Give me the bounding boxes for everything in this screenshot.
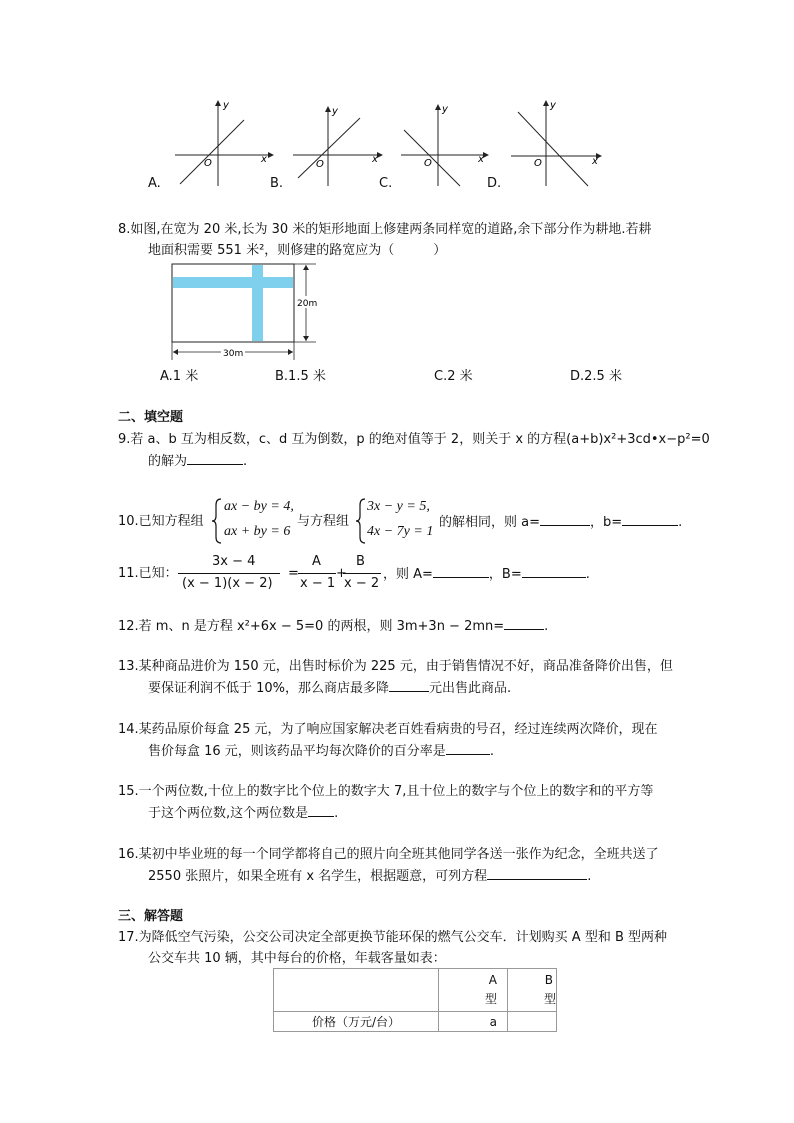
col-b-header-1: B xyxy=(544,973,553,987)
function-line xyxy=(298,118,360,178)
q13-answer-blank[interactable] xyxy=(389,679,429,692)
table-corner-cell xyxy=(274,969,439,1012)
graph-b xyxy=(290,100,385,188)
q10-a-blank[interactable] xyxy=(540,513,590,526)
q10-suffix: 的解相同，则 a= xyxy=(439,515,540,530)
q13-line2 xyxy=(148,679,511,698)
q14-end: . xyxy=(489,744,494,759)
q13-line1: 13.某种商品进价为 150 元，出售时标价为 225 元，由于销售情况不好，商品准备降价出售，但 xyxy=(118,659,673,674)
q8-line1: 8.如图,在宽为 20 米,长为 30 米的矩形地面上修建两条同样宽的道路,余下部分作为耕地.若耕 xyxy=(118,222,652,237)
q16-line2-text: 2550 张照片，如果全班有 x 名学生，根据题意，可列方程 xyxy=(148,869,488,884)
q11-prefix: 11.已知： xyxy=(118,566,178,581)
row-label-price: 价格（万元/台） xyxy=(274,1012,439,1032)
y-label: y xyxy=(332,106,338,117)
q10-sys2-eq2: 4x − 7y = 1 xyxy=(367,524,434,539)
origin-label: O xyxy=(204,158,212,169)
col-b-header-2: 型 xyxy=(543,992,556,1006)
q12-answer-blank[interactable] xyxy=(504,617,544,630)
q11-frac1-den: (x − 1)(x − 2) xyxy=(182,576,273,591)
q11-end: . xyxy=(585,567,590,582)
function-line xyxy=(404,130,460,186)
arrow-up xyxy=(303,265,309,270)
cell-price-a: a xyxy=(439,1012,508,1032)
y-axis-arrow xyxy=(325,106,331,112)
field-rectangle xyxy=(172,264,294,342)
q12-end: . xyxy=(544,619,549,634)
q10-b-label: ，b= xyxy=(590,515,623,530)
q11-suffix-line xyxy=(383,565,590,584)
function-line xyxy=(180,120,244,184)
q11-b-blank[interactable] xyxy=(522,565,586,578)
q8-field-figure xyxy=(166,262,326,364)
q11-frac2-den: x − 1 xyxy=(300,576,336,591)
col-a-header xyxy=(439,969,508,1012)
origin-label: O xyxy=(316,159,324,170)
q9-line2: 的解为 . xyxy=(148,454,248,469)
y-label: y xyxy=(550,100,556,111)
y-label: y xyxy=(442,104,448,115)
q11-frac3-num: B xyxy=(356,554,365,569)
q8-option-d[interactable]: D.2.5 米 xyxy=(570,369,622,384)
horizontal-road xyxy=(173,277,293,288)
arrow-right xyxy=(288,349,293,355)
q7-option-a[interactable]: A. xyxy=(148,176,161,191)
function-line xyxy=(518,112,588,186)
graph-c xyxy=(398,100,493,188)
cell-price-b xyxy=(508,1012,557,1032)
q7-option-b[interactable]: B. xyxy=(270,176,284,191)
section-2-heading: 二、填空题 xyxy=(118,410,184,425)
q11-frac2-num: A xyxy=(312,554,321,569)
q10-suffix-line xyxy=(439,513,682,532)
arrow-down xyxy=(303,336,309,341)
q16-answer-blank[interactable] xyxy=(487,867,587,880)
y-axis-arrow xyxy=(543,100,549,106)
q7-option-d[interactable]: D. xyxy=(487,176,502,191)
q16-line1: 16.某初中毕业班的每一个同学都将自己的照片向全班其他同学各送一张作为纪念，全班共送了 xyxy=(118,847,659,862)
q11-b-label: ，B= xyxy=(488,567,522,582)
q9-line2-text: 的解为 xyxy=(148,454,188,469)
q10-middle: 与方程组 xyxy=(297,514,350,529)
q11-frac3-den: x − 2 xyxy=(344,576,380,591)
y-axis-arrow xyxy=(435,104,441,110)
q11-frac1-num: 3x − 4 xyxy=(212,554,256,569)
q16-end: . xyxy=(587,869,592,884)
q11-frac2-bar xyxy=(298,573,336,574)
q10-b-blank[interactable] xyxy=(622,513,678,526)
x-label: x xyxy=(372,154,378,165)
graph-d xyxy=(508,96,606,188)
q13-line2b: 元出售此商品. xyxy=(429,681,512,696)
q11-a-blank[interactable] xyxy=(433,565,489,578)
graph-a xyxy=(170,100,275,188)
col-a-header-1: A xyxy=(488,973,497,987)
q15-line2 xyxy=(148,804,338,823)
q10-prefix: 10.已知方程组 xyxy=(118,514,204,529)
col-a-header-2: 型 xyxy=(484,992,497,1006)
q16-line2 xyxy=(148,867,591,886)
x-label: x xyxy=(592,156,598,167)
q10-end: . xyxy=(678,515,683,530)
q9-line1: 9.若 a、b 互为相反数，c、d 互为倒数，p 的绝对值等于 2，则关于 x 的方程(a+b)x²+3cd•x−p²=0 xyxy=(118,432,710,447)
q10-sys2-eq1: 3x − y = 5, xyxy=(367,499,430,514)
section-3-heading: 三、解答题 xyxy=(118,909,184,924)
y-axis-arrow xyxy=(215,100,221,106)
q17-table xyxy=(273,968,557,1032)
x-label: x xyxy=(478,154,484,165)
q17-line1: 17.为降低空气污染，公交公司决定全部更换节能环保的燃气公交车．计划购买 A 型和 B 型两种 xyxy=(118,930,668,945)
q8-option-b[interactable]: B.1.5 米 xyxy=(275,369,326,384)
q15-end: . xyxy=(334,806,339,821)
q10-brace-2 xyxy=(355,497,367,545)
q11-frac3-bar xyxy=(343,573,381,574)
q14-line2-text: 售价每盒 16 元，则该药品平均每次降价的百分率是 xyxy=(148,744,446,759)
q11-plus: + xyxy=(336,566,347,581)
q11-suffix: ，则 A= xyxy=(383,567,433,582)
q15-line1: 15.一个两位数,十位上的数字比个位上的数字大 7,且十位上的数字与个位上的数字和的平方等 xyxy=(118,784,654,799)
origin-label: O xyxy=(424,158,432,169)
q12-text: 12.若 m、n 是方程 x²+6x − 5=0 的两根，则 3m+3n − 2mn= xyxy=(118,619,505,634)
q14-answer-blank[interactable] xyxy=(446,742,490,755)
q8-line2: 地面积需要 551 米²，则修建的路宽应为（ ） xyxy=(148,243,447,258)
table-row xyxy=(274,1012,557,1032)
x-axis-arrow xyxy=(268,152,274,158)
q10-brace-1 xyxy=(211,497,223,545)
q14-line2 xyxy=(148,742,494,761)
q14-line1: 14.某药品原价每盒 25 元，为了响应国家解决老百姓看病贵的号召，经过连续两次降价，现在 xyxy=(118,722,658,737)
q8-option-c[interactable]: C.2 米 xyxy=(434,369,473,384)
table-header-row xyxy=(274,969,557,1012)
q10-sys1-eq1: ax − by = 4, xyxy=(224,499,294,514)
height-label: 20m xyxy=(297,299,318,309)
origin-label: O xyxy=(534,158,542,169)
width-label: 30m xyxy=(223,349,244,359)
col-b-header xyxy=(508,969,557,1012)
arrow-left xyxy=(173,349,178,355)
vertical-road xyxy=(252,265,263,341)
q7-option-c[interactable]: C. xyxy=(379,176,393,191)
q9-answer-blank[interactable] xyxy=(187,452,243,465)
y-label: y xyxy=(223,100,229,111)
q8-option-a[interactable]: A.1 米 xyxy=(160,369,199,384)
x-label: x xyxy=(261,154,267,165)
q13-line2a: 要保证利润不低于 10%，那么商店最多降 xyxy=(148,681,390,696)
q11-equals: = xyxy=(288,566,299,581)
q15-answer-blank[interactable] xyxy=(308,804,334,817)
q17-line2: 公交车共 10 辆，其中每台的价格，年载客量如表： xyxy=(148,951,446,966)
q15-line2-text: 于这个两位数,这个两位数是 xyxy=(148,806,309,821)
q10-sys1-eq2: ax + by = 6 xyxy=(224,524,291,539)
q11-frac1-bar xyxy=(178,573,280,574)
question-12 xyxy=(118,617,548,636)
